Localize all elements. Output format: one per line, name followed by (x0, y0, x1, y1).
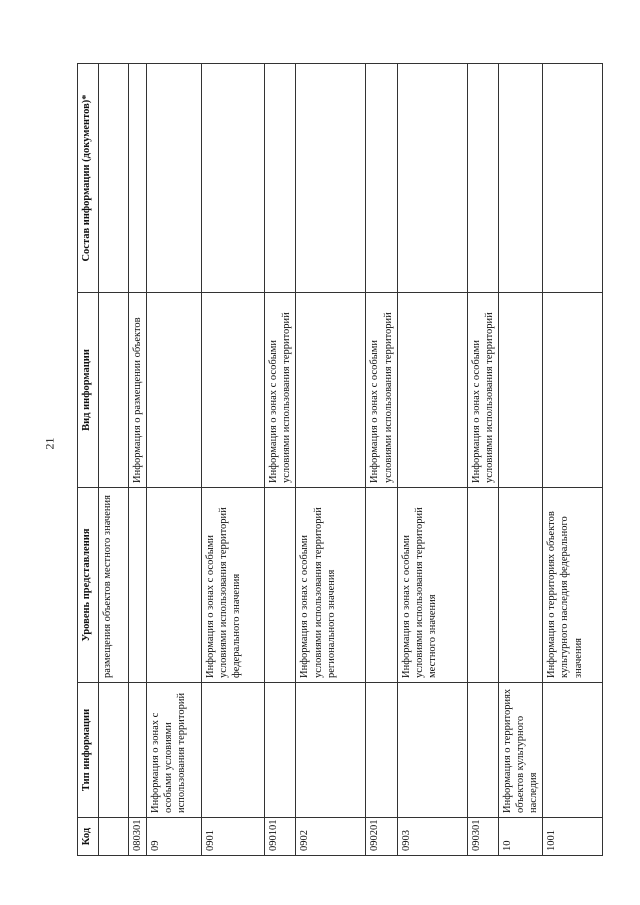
cell-code: 090201 (366, 818, 397, 856)
cell-info-kind: Информация о зонах с особыми условиями использования территорий (265, 293, 296, 488)
cell-code: 090301 (467, 818, 498, 856)
cell-composition (265, 64, 296, 293)
cell-code: 080301 (129, 818, 147, 856)
cell-info-kind: Информация о зонах с особыми условиями использования территорий (366, 293, 397, 488)
rotated-table-wrapper (77, 64, 584, 856)
header-info-kind: Вид информации (78, 293, 99, 488)
cell-code (99, 818, 129, 856)
table-row (129, 64, 147, 856)
cell-composition (366, 64, 397, 293)
cell-composition (467, 64, 498, 293)
cell-info-type (467, 683, 498, 818)
cell-info-kind (147, 293, 202, 488)
cell-info-type (543, 683, 603, 818)
table-row (467, 64, 498, 856)
cell-level (265, 488, 296, 683)
header-level: Уровень представления (78, 488, 99, 683)
cell-level (498, 488, 542, 683)
table-header-row (78, 64, 99, 856)
cell-info-type: Информация о территориях объектов культурного наследия (498, 683, 542, 818)
info-table (77, 63, 603, 856)
cell-code: 0901 (202, 818, 265, 856)
cell-info-type (202, 683, 265, 818)
cell-info-kind (543, 293, 603, 488)
table-row (265, 64, 296, 856)
cell-composition (498, 64, 542, 293)
cell-level: Информация о зонах с особыми условиями использования территорий федерального значения (202, 488, 265, 683)
cell-info-type (99, 683, 129, 818)
cell-composition (129, 64, 147, 293)
cell-info-type (397, 683, 467, 818)
cell-level (129, 488, 147, 683)
cell-info-type: Информация о зонах с особыми условиями использования территорий (147, 683, 202, 818)
table-row (366, 64, 397, 856)
header-composition: Состав информации (документов)* (78, 64, 99, 293)
cell-level: размещения объектов местного значения (99, 488, 129, 683)
cell-code: 0902 (296, 818, 366, 856)
table-row (296, 64, 366, 856)
table-row (147, 64, 202, 856)
cell-code: 1001 (543, 818, 603, 856)
cell-code: 0903 (397, 818, 467, 856)
cell-info-type (366, 683, 397, 818)
cell-code: 09 (147, 818, 202, 856)
cell-level (147, 488, 202, 683)
cell-composition (296, 64, 366, 293)
table-row (543, 64, 603, 856)
table-row (397, 64, 467, 856)
page-number: 21 (42, 437, 57, 450)
cell-composition (543, 64, 603, 293)
cell-info-kind (202, 293, 265, 488)
table-row (498, 64, 542, 856)
cell-info-kind (99, 293, 129, 488)
table-row (99, 64, 129, 856)
cell-composition (202, 64, 265, 293)
cell-composition (147, 64, 202, 293)
cell-info-type (129, 683, 147, 818)
cell-level (467, 488, 498, 683)
cell-code: 10 (498, 818, 542, 856)
header-code: Код (78, 818, 99, 856)
cell-level: Информация о зонах с особыми условиями использования территорий регионального значения (296, 488, 366, 683)
cell-code: 090101 (265, 818, 296, 856)
cell-info-kind: Информация о размещении объектов (129, 293, 147, 488)
cell-composition (99, 64, 129, 293)
cell-level (366, 488, 397, 683)
cell-composition (397, 64, 467, 293)
cell-info-kind (498, 293, 542, 488)
cell-info-kind (296, 293, 366, 488)
cell-info-kind (397, 293, 467, 488)
cell-info-type (296, 683, 366, 818)
cell-info-type (265, 683, 296, 818)
header-info-type: Тип информации (78, 683, 99, 818)
table-row (202, 64, 265, 856)
cell-level: Информация о территориях объектов культурного наследия федерального значения (543, 488, 603, 683)
cell-info-kind: Информация о зонах с особыми условиями использования территорий (467, 293, 498, 488)
cell-level: Информация о зонах с особыми условиями использования территорий местного значения (397, 488, 467, 683)
